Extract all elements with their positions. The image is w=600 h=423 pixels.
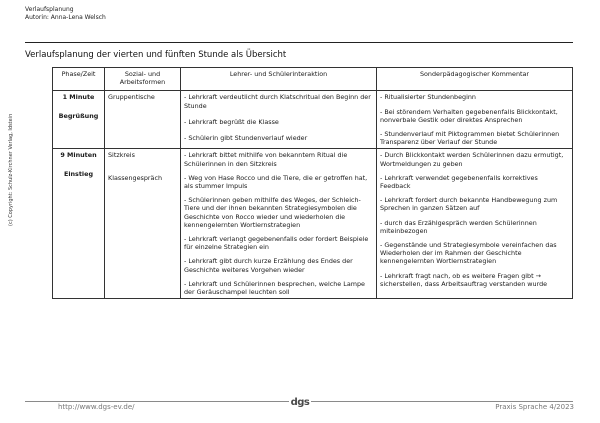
comment-cell [377,91,573,149]
interaction-entry: - Weg von Hase Rocco und die Tiere, die er getroffen hat, als stummer Impuls [184,173,368,191]
comment-cell [377,149,573,299]
social-form: Gruppentische [108,93,155,102]
social-form-cell [105,149,181,299]
comment-entry: - Gegenstände und Strategiesymbole vereinfachen das Wiederholen der im Rahmen der Geschichte kennengelernten Wortlernstrategien [380,241,557,266]
social-form-cell [105,91,181,149]
column-header-social-form: Sozial- und Arbeitsformen [105,68,181,91]
comment-entry: - Lehrkraft verwendet gegebenenfalls korrektives Feedback [380,173,538,191]
comment-entry: - Bei störendem Verhalten gegebenenfalls Blickkontakt, nonverbale Gestik oder direktes Ansprechen [380,107,558,124]
interaction-cell [181,149,377,299]
interaction-entry: - Schülerin gibt Stundenverlauf wieder [184,134,308,143]
header-divider [25,42,573,43]
interaction-cell [181,91,377,149]
header-doc-type: Verlaufsplanung [25,6,74,13]
comment-entry: - Lehrkraft fordert durch bekannte Handbewegung zum Sprechen in ganzen Sätzen auf [380,196,558,213]
phase-time: 1 Minute [62,93,95,102]
lesson-plan-table [52,67,573,299]
phase-time: 9 Minuten [60,151,97,160]
table-row [53,91,573,149]
column-header-phase: Phase/Zeit [53,68,105,91]
social-form: Sitzkreis [108,151,135,160]
comment-entry: - Stundenverlauf mit Piktogrammen bietet Schülerinnen Transparenz über Verlauf der Stunde [380,130,560,147]
phase-cell [53,149,105,299]
interaction-entry: - Lehrkraft gibt durch kurze Erzählung des Endes der Geschichte weiteres Vorgehen wieder [184,257,353,274]
interaction-entry: - Lehrkraft begrüßt die Klasse [184,117,279,126]
document-header [25,6,106,22]
header-author: Autorin: Anna-Lena Welsch [25,14,106,21]
table-row [53,149,573,299]
table-header-row [53,68,573,91]
footer-issue-label: Praxis Sprache 4/2023 [495,403,574,411]
comment-entry: - durch das Erzählgespräch werden Schülerinnen miteinbezogen [380,218,537,235]
footer-website-link[interactable]: http://www.dgs-ev.de/ [58,403,135,411]
comment-entry: - Durch Blickkontakt werden Schülerinnen dazu ermutigt, Wortmeldungen zu geben [380,151,564,168]
interaction-entry: - Schülerinnen geben mithilfe des Weges, der Schleich-Tiere und der ihnen bekannten Strategiesymbolen die Geschichte von Rocco wieder und wiederholen die kennengelernten Wortlernstrategien [184,196,361,229]
phase-name: Einstieg [63,169,94,178]
dgs-logo: dgs [290,397,310,408]
comment-entry: - Ritualisierter Stundenbeginn [380,93,476,102]
interaction-entry: - Lehrkraft verdeutlicht durch Klatschritual den Beginn der Stunde [184,93,371,110]
phase-name: Begrüßung [58,111,99,120]
page-title: Verlaufsplanung der vierten und fünften Stunde als Übersicht [25,50,287,60]
social-form: Klassengespräch [108,173,163,182]
copyright-notice: (c) Copyright: Schulz-Kirchner Verlag, Idstein [8,113,14,226]
phase-cell [53,91,105,149]
interaction-entry: - Lehrkraft und Schülerinnen besprechen, welche Lampe der Geräuschampel leuchten soll [184,279,365,297]
column-header-interaction: Lehrer- und Schülerinteraktion [181,68,377,91]
comment-entry: - Lehrkraft fragt nach, ob es weitere Fragen gibt → sicherstellen, dass Arbeitsauftrag verstanden wurde [380,271,548,288]
interaction-entry: - Lehrkraft verlangt gegebenenfalls oder fordert Beispiele für einzelne Strategien ein [184,235,369,252]
interaction-entry: - Lehrkraft bittet mithilfe von bekanntem Ritual die Schülerinnen in den Sitzkreis [184,151,348,168]
column-header-comment: Sonderpädagogischer Kommentar [377,68,573,91]
